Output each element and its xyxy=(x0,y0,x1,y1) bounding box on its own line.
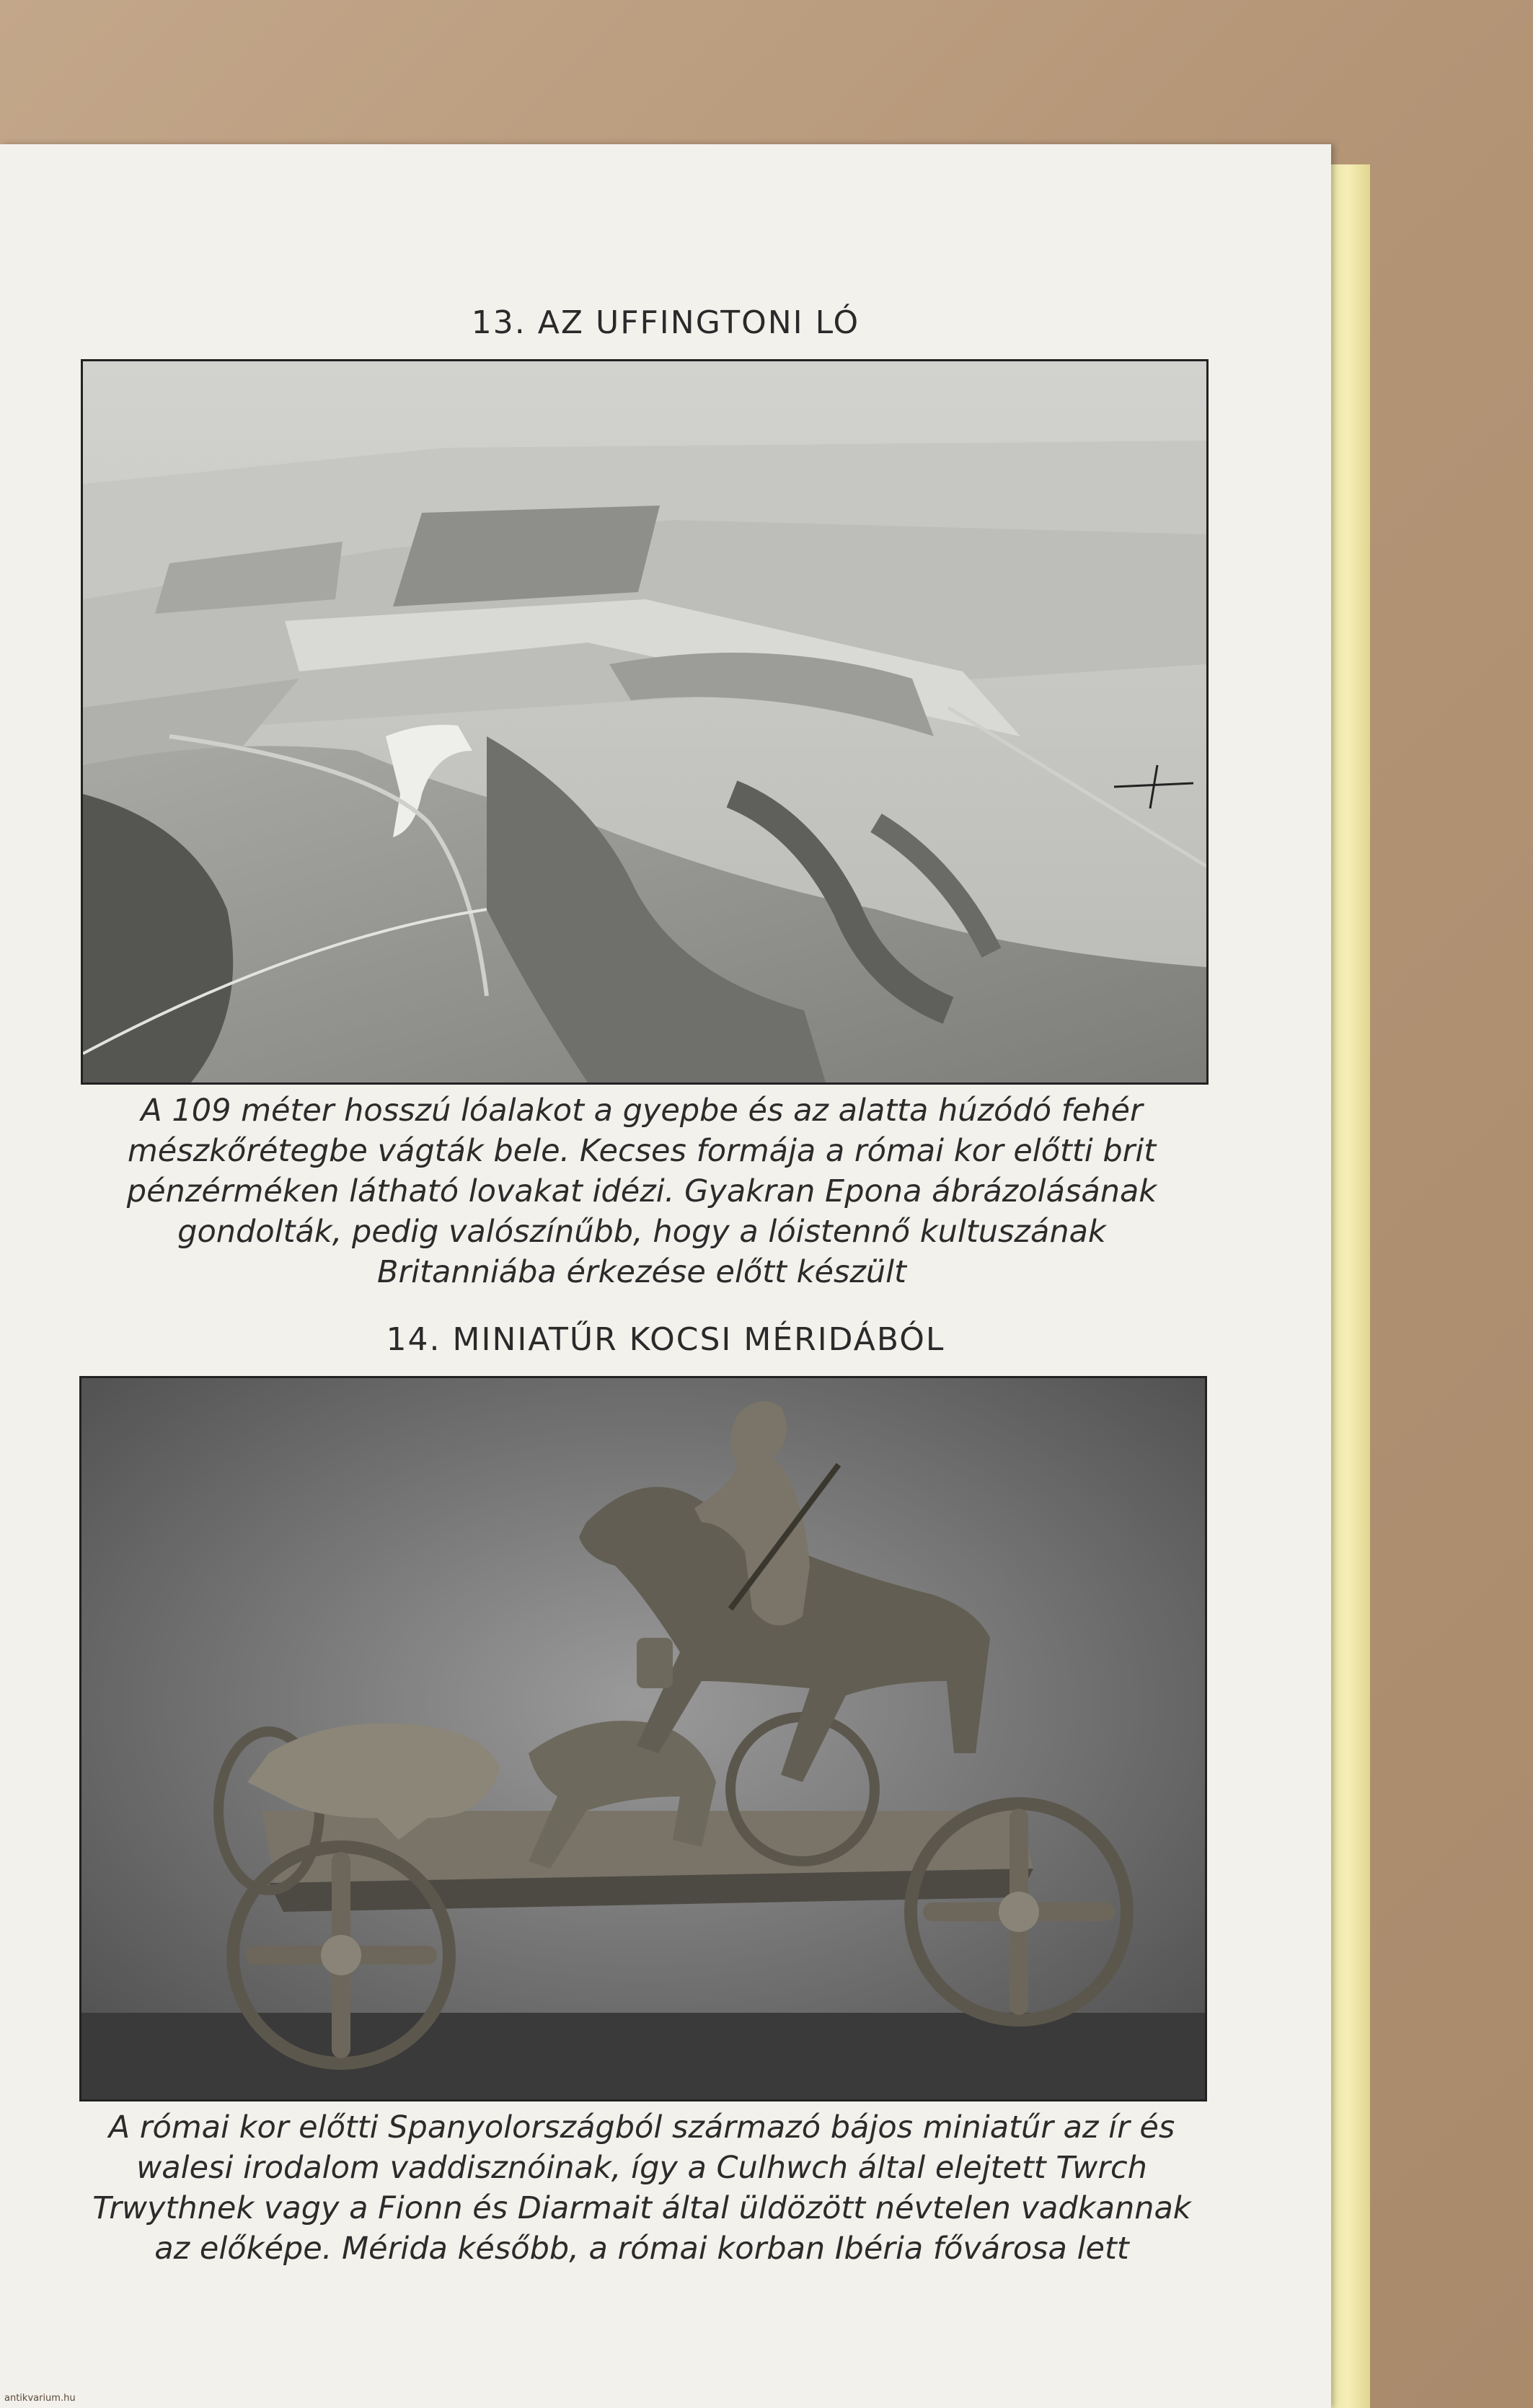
caption-line: A római kor előtti Spanyolországból származó bájos miniatűr az ír és xyxy=(108,2109,1175,2145)
figure-14-heading: 14. MINIATŰR KOCSI MÉRIDÁBÓL xyxy=(386,1321,945,1358)
caption-line: pénzérméken látható lovakat idézi. Gyakran Epona ábrázolásának xyxy=(126,1173,1157,1209)
caption-line: A 109 méter hosszú lóalakot a gyepbe és az alatta húzódó fehér xyxy=(141,1093,1143,1129)
figure-13-caption xyxy=(72,1090,1211,1292)
caption-line: walesi irodalom vaddisznóinak, így a Culhwch által elejtett Twrch xyxy=(136,2150,1147,2186)
book-page xyxy=(0,144,1331,2408)
caption-line: gondolták, pedig valószínűbb, hogy a lóistennő kultuszának xyxy=(177,1214,1106,1250)
caption-line: Britanniába érkezése előtt készült xyxy=(377,1254,906,1290)
figure-14-caption xyxy=(72,2107,1211,2269)
watermark: antikvarium.hu xyxy=(4,2393,76,2404)
book-page-edges xyxy=(1325,164,1370,2408)
caption-line: mészkőrétegbe vágták bele. Kecses formája a római kor előtti brit xyxy=(127,1133,1157,1169)
uffington-horse-aerial-photo xyxy=(81,359,1209,1085)
caption-line: az előképe. Mérida később, a római korban Ibéria fővárosa lett xyxy=(154,2231,1129,2267)
merida-miniature-cart-photo xyxy=(79,1376,1207,2102)
figure-13-heading: 13. AZ UFFINGTONI LÓ xyxy=(471,304,860,341)
caption-line: Trwythnek vagy a Fionn és Diarmait által üldözött névtelen vadkannak xyxy=(92,2190,1191,2226)
